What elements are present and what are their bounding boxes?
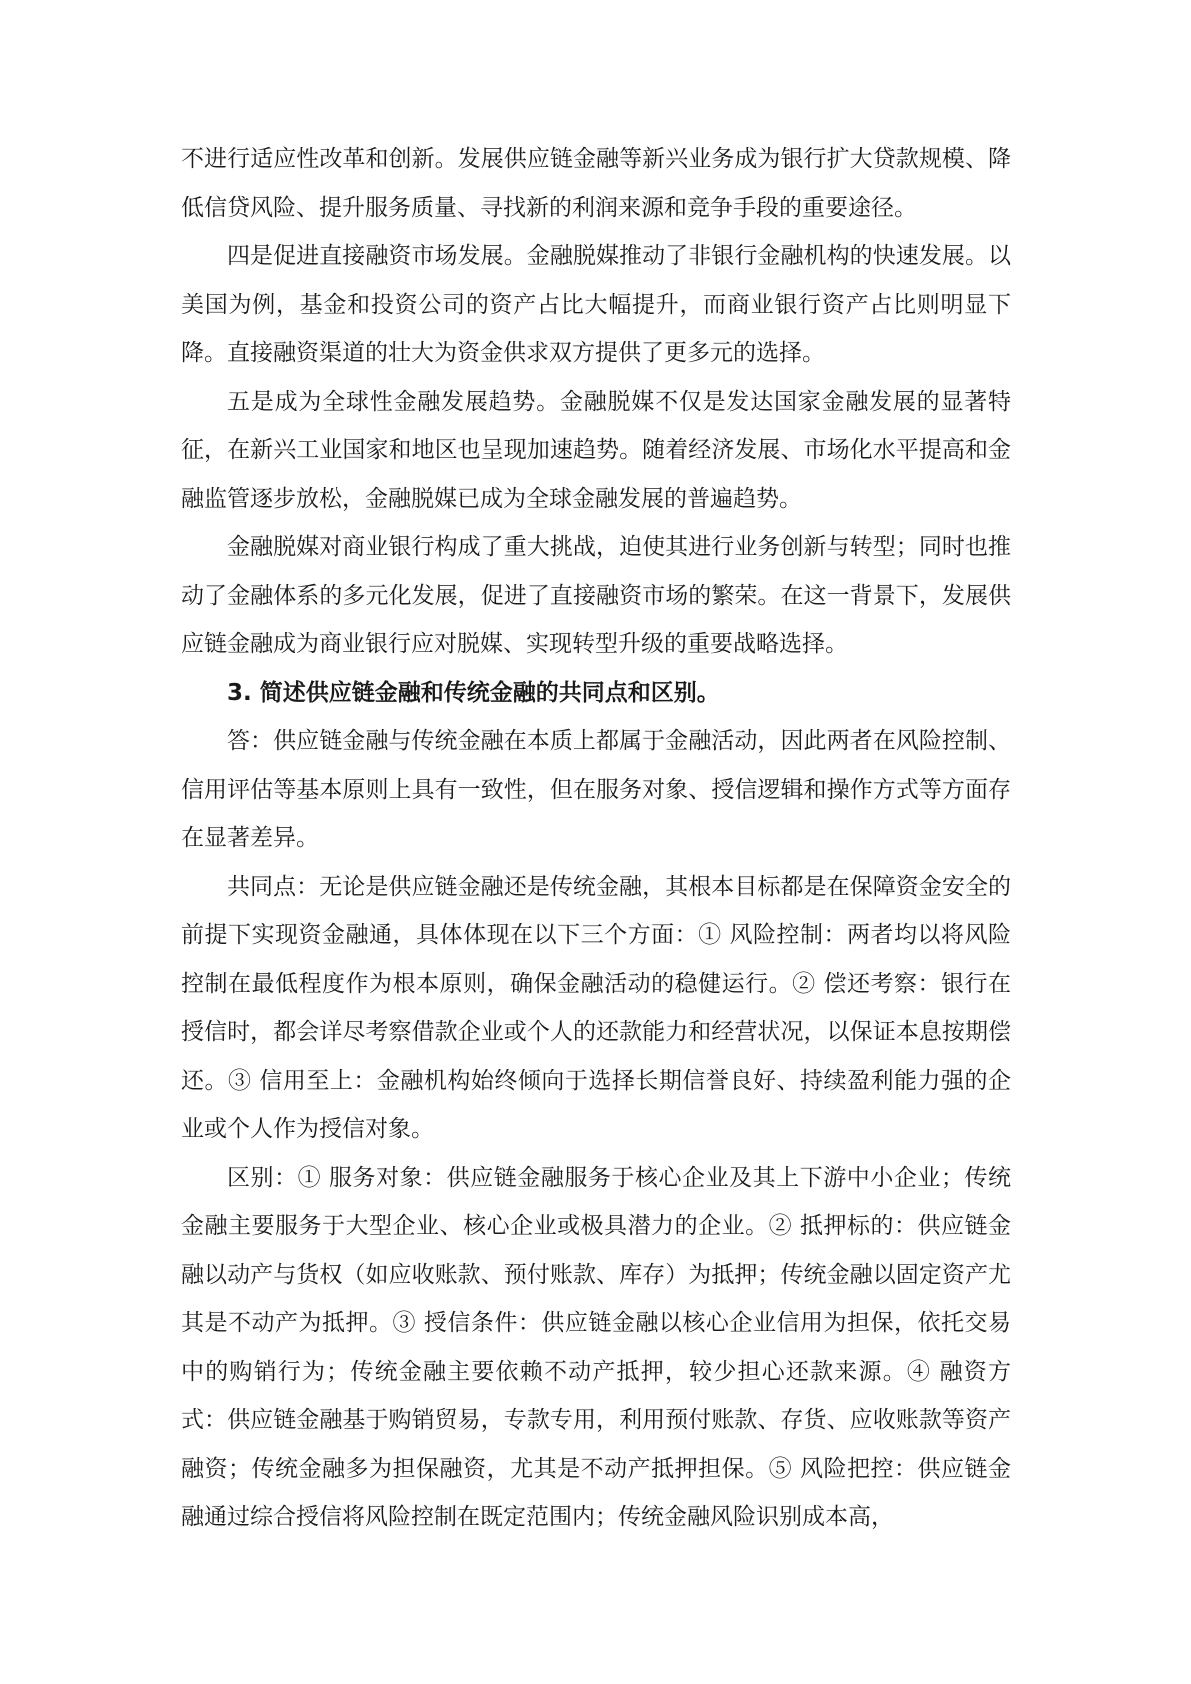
document-body xyxy=(181,135,1011,1542)
paragraph-point-five: 五是成为全球性金融发展趋势。金融脱媒不仅是发达国家金融发展的显著特征，在新兴工业国家和地区也呈现加速趋势。随着经济发展、市场化水平提高和金融监管逐步放松，金融脱媒已成为全球金融发展的普遍趋势。 xyxy=(181,388,1011,512)
question-heading: 3. 简述供应链金融和传统金融的共同点和区别。 xyxy=(227,679,720,706)
paragraph-differences: 区别：① 服务对象：供应链金融服务于核心企业及其上下游中小企业；传统金融主要服务于大型企业、核心企业或极具潜力的企业。② 抵押标的：供应链金融以动产与货权（如应收账款、预付账款、库存）为抵押；传统金融以固定资产尤其是不动产为抵押。③ 授信条件：供应链金融以核心企业信用为担保，依托交易中的购销行为；传统金融主要依赖不动产抵押，较少担心还款来源。④ 融资方式：供应链金融基于购销贸易，专款专用，利用预付账款、存货、应收账款等资产融资；传统金融多为担保融资，尤其是不动产抵押担保。⑤ 风险把控：供应链金融通过综合授信将风险控制在既定范围内；传统金融风险识别成本高， xyxy=(181,1164,1011,1530)
paragraph-point-four: 四是促进直接融资市场发展。金融脱媒推动了非银行金融机构的快速发展。以美国为例，基金和投资公司的资产占比大幅提升，而商业银行资产占比则明显下降。直接融资渠道的壮大为资金供求双方提供了更多元的选择。 xyxy=(181,243,1011,366)
paragraph-summary: 金融脱媒对商业银行构成了重大挑战，迫使其进行业务创新与转型；同时也推动了金融体系的多元化发展，促进了直接融资市场的繁荣。在这一背景下，发展供应链金融成为商业银行应对脱媒、实现转型升级的重要战略选择。 xyxy=(181,534,1011,657)
paragraph-continuation: 不进行适应性改革和创新。发展供应链金融等新兴业务成为银行扩大贷款规模、降低信贷风险、提升服务质量、寻找新的利润来源和竞争手段的重要途径。 xyxy=(181,146,1011,221)
paragraph-answer: 答：供应链金融与传统金融在本质上都属于金融活动，因此两者在风险控制、信用评估等基本原则上具有一致性，但在服务对象、授信逻辑和操作方式等方面存在显著差异。 xyxy=(181,728,1011,851)
paragraph-similarities: 共同点：无论是供应链金融还是传统金融，其根本目标都是在保障资金安全的前提下实现资金融通，具体体现在以下三个方面：① 风险控制：两者均以将风险控制在最低程度作为根本原则，确保金融活动的稳健运行。② 偿还考察：银行在授信时，都会详尽考察借款企业或个人的还款能力和经营状况，以保证本息按期偿还。③ 信用至上：金融机构始终倾向于选择长期信誉良好、持续盈利能力强的企业或个人作为授信对象。 xyxy=(181,873,1011,1142)
